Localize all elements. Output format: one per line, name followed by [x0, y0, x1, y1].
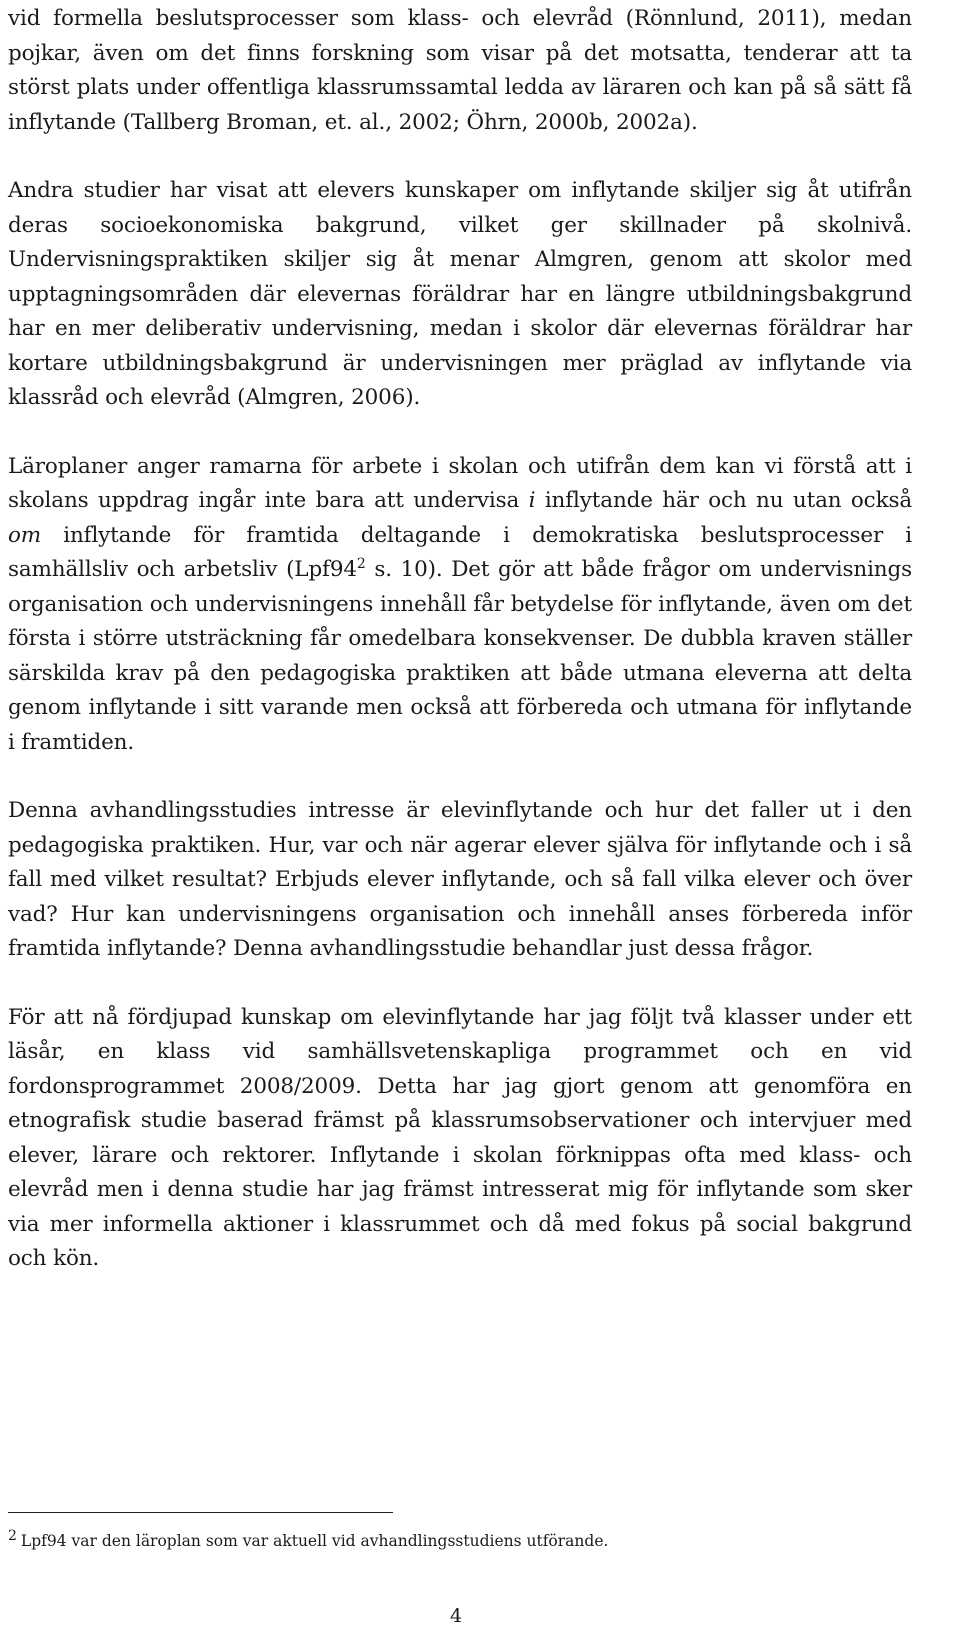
paragraph-method [8, 1001, 912, 1277]
footnote-text: Lpf94 var den läroplan som var aktuell vid avhandlingsstudiens utförande. [20, 1532, 609, 1550]
paragraph-text: För att nå fördjupad kunskap om elevinflytande har jag följt två klasser under ett läsår, en klass vid samhällsvetenskapliga programmet och en vid fordonsprogrammet 2008/2009. Detta har jag gjort genom att genomföra en etnografisk studie baserad främst på klassrumsobservationer och intervjuer med elever, lärare och rektorer. Inflytande i skolan förknippas ofta med klass- och elevråd men i denna studie har jag främst intresserat mig för inflytande som sker via mer informella aktioner i klassrummet och då med fokus på social bakgrund och kön. [8, 1004, 912, 1271]
paragraph-rönnlund [8, 2, 912, 140]
paragraph-text: inflytande för framtida deltagande i demokratiska beslutsprocesser i samhällsliv och arbetsliv (Lpf94 [8, 522, 912, 582]
paragraph-text: inflytande här och nu utan också [544, 488, 912, 513]
paragraph-text: vid formella beslutsprocesser som klass- och elevråd (Rönnlund, 2011), medan pojkar, även om det finns forskning som visar på det motsatta, tenderar att ta störst plats under offentliga klassrumssamtal ledda av läraren och kan på så sätt få inflytande (Tallberg Broman, et. al., 2002; Öhrn, 2000b, 2002a). [8, 6, 912, 135]
footnote-reference: 2 [356, 555, 366, 572]
footnote-mark: 2 [8, 1527, 17, 1544]
paragraph-text: s. 10). Det gör att både frågor om undervisnings organisation och undervisningens innehåll får betydelse för inflytande, även om det första i större utsträckning får omedelbara konsekvenser. De dubbla kraven ställer särskilda krav på den pedagogiska praktiken att både utmana eleverna att delta genom inflytande i sitt varande men också att förbereda och utmana för inflytande i framtiden. [8, 557, 912, 755]
emphasis-om: om [8, 522, 42, 548]
document-body [8, 0, 912, 1277]
paragraph-study-interest [8, 794, 912, 967]
paragraph-text: Andra studier har visat att elevers kunskaper om inflytande skiljer sig åt utifrån deras socioekonomiska bakgrund, vilket ger skillnader på skolnivå. [8, 178, 912, 238]
paragraph-text: Läroplaner anger ramarna för arbete i skolan och utifrån dem kan vi förstå att i skolans uppdrag ingår inte bara att undervisa [8, 453, 912, 513]
paragraph-lpf94 [8, 450, 912, 761]
page-number: 4 [449, 1605, 463, 1627]
footnote-divider [8, 1512, 393, 1513]
footnote [8, 1527, 912, 1552]
paragraph-text: Denna avhandlingsstudies intresse är elevinflytande och hur det faller ut i den pedagogiska praktiken. Hur, var och när agerar elever själva för inflytande och i så fall med vilket resultat? Erbjuds elever inflytande, och så fall vilka elever och över vad? Hur kan undervisningens organisation och innehåll anses förbereda inför framtida inflytande? Denna avhandlingsstudie behandlar just dessa frågor. [8, 798, 912, 961]
paragraph-socioeconomic [8, 174, 912, 416]
emphasis-i: i [528, 488, 536, 513]
paragraph-text: Undervisningspraktiken skiljer sig åt menar Almgren, genom att skolor med upptagningsområden där elevernas föräldrar har en längre utbildningsbakgrund har en mer deliberativ undervisning, medan i skolor där elevernas föräldrar har kortare utbildningsbakgrund är undervisningen mer präglad av inflytande via klassråd och elevråd (Almgren, 2006). [8, 247, 912, 410]
